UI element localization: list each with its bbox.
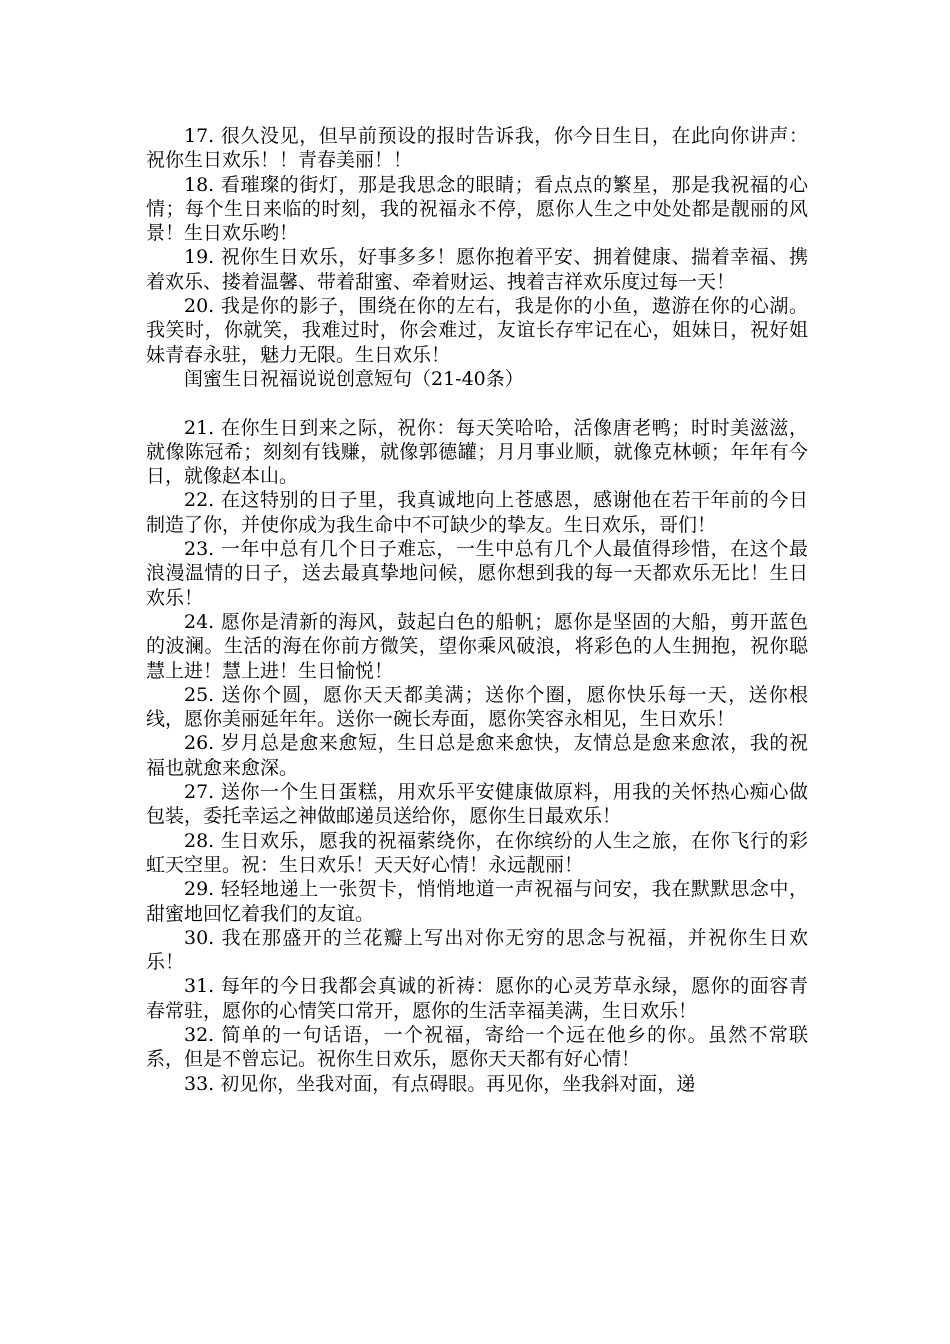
paragraph-25: 25. 送你个圆，愿你天天都美满；送你个圈，愿你快乐每一天，送你根线，愿你美丽延年年。送你一碗长寿面，愿你笑容永相见，生日欢乐！ [146, 683, 808, 731]
paragraph-18: 18. 看璀璨的街灯，那是我思念的眼睛；看点点的繁星，那是我祝福的心情；每个生日来临的时刻，我的祝福永不停，愿你人生之中处处都是靓丽的风景！生日欢乐哟！ [146, 173, 808, 245]
paragraph-24: 24. 愿你是清新的海风，鼓起白色的船帆；愿你是坚固的大船，剪开蓝色的波澜。生活的海在你前方微笑，望你乘风破浪，将彩色的人生拥抱，祝你聪慧上进！慧上进！生日愉悦！ [146, 610, 808, 682]
paragraph-17: 17. 很久没见，但早前预设的报时告诉我，你今日生日，在此向你讲声：祝你生日欢乐！！青春美丽！！ [146, 125, 808, 172]
document-body [146, 124, 808, 1096]
paragraph-22: 22. 在这特别的日子里，我真诚地向上苍感恩，感谢他在若干年前的今日制造了你，并使你成为我生命中不可缺少的挚友。生日欢乐，哥们！ [146, 489, 808, 536]
paragraph-30: 30. 我在那盛开的兰花瓣上写出对你无穷的思念与祝福，并祝你生日欢乐！ [146, 926, 808, 974]
paragraph-23: 23. 一年中总有几个日子难忘，一生中总有几个人最值得珍惜，在这个最浪漫温情的日子，送去最真挚地问候，愿你想到我的每一天都欢乐无比！生日欢乐！ [146, 538, 808, 609]
paragraph-29: 29. 轻轻地递上一张贺卡，悄悄地道一声祝福与问安，我在默默思念中，甜蜜地回忆着我们的友谊。 [146, 878, 808, 925]
paragraph-20: 20. 我是你的影子，围绕在你的左右，我是你的小鱼，遨游在你的心湖。我笑时，你就笑，我难过时，你会难过，友谊长存牢记在心，姐妹日，祝好姐妹青春永驻，魅力无限。生日欢乐！ [146, 295, 808, 366]
section-heading: 闺蜜生日祝福说说创意短句（21-40条） [184, 367, 524, 390]
paragraph-32: 32. 简单的一句话语，一个祝福，寄给一个远在他乡的你。虽然不常联系，但是不曾忘记。祝你生日欢乐，愿你天天都有好心情！ [146, 1023, 808, 1071]
paragraph-33: 33. 初见你，坐我对面，有点碍眼。再见你，坐我斜对面，递 [184, 1072, 696, 1095]
paragraph-21: 21. 在你生日到来之际，祝你：每天笑哈哈，活像唐老鸭；时时美滋滋，就像陈冠希；刻刻有钱赚，就像郭德罐；月月事业顺，就像克林顿；年年有今日，就像赵本山。 [146, 416, 808, 488]
blank-line [146, 391, 808, 415]
paragraph-26: 26. 岁月总是愈来愈短，生日总是愈来愈快，友情总是愈来愈浓，我的祝福也就愈来愈深。 [146, 732, 808, 779]
paragraph-27: 27. 送你一个生日蛋糕，用欢乐平安健康做原料，用我的关怀热心痴心做包装，委托幸运之神做邮递员送给你，愿你生日最欢乐！ [146, 781, 808, 828]
paragraph-19: 19. 祝你生日欢乐，好事多多！愿你抱着平安、拥着健康、揣着幸福、携着欢乐、搂着温馨、带着甜蜜、牵着财运、拽着吉祥欢乐度过每一天！ [146, 246, 808, 293]
paragraph-31: 31. 每年的今日我都会真诚的祈祷：愿你的心灵芳草永绿，愿你的面容青春常驻，愿你的心情笑口常开，愿你的生活幸福美满，生日欢乐！ [146, 975, 808, 1022]
paragraph-28: 28. 生日欢乐，愿我的祝福萦绕你，在你缤纷的人生之旅，在你飞行的彩虹天空里。祝：生日欢乐！天天好心情！永远靓丽！ [146, 829, 808, 876]
